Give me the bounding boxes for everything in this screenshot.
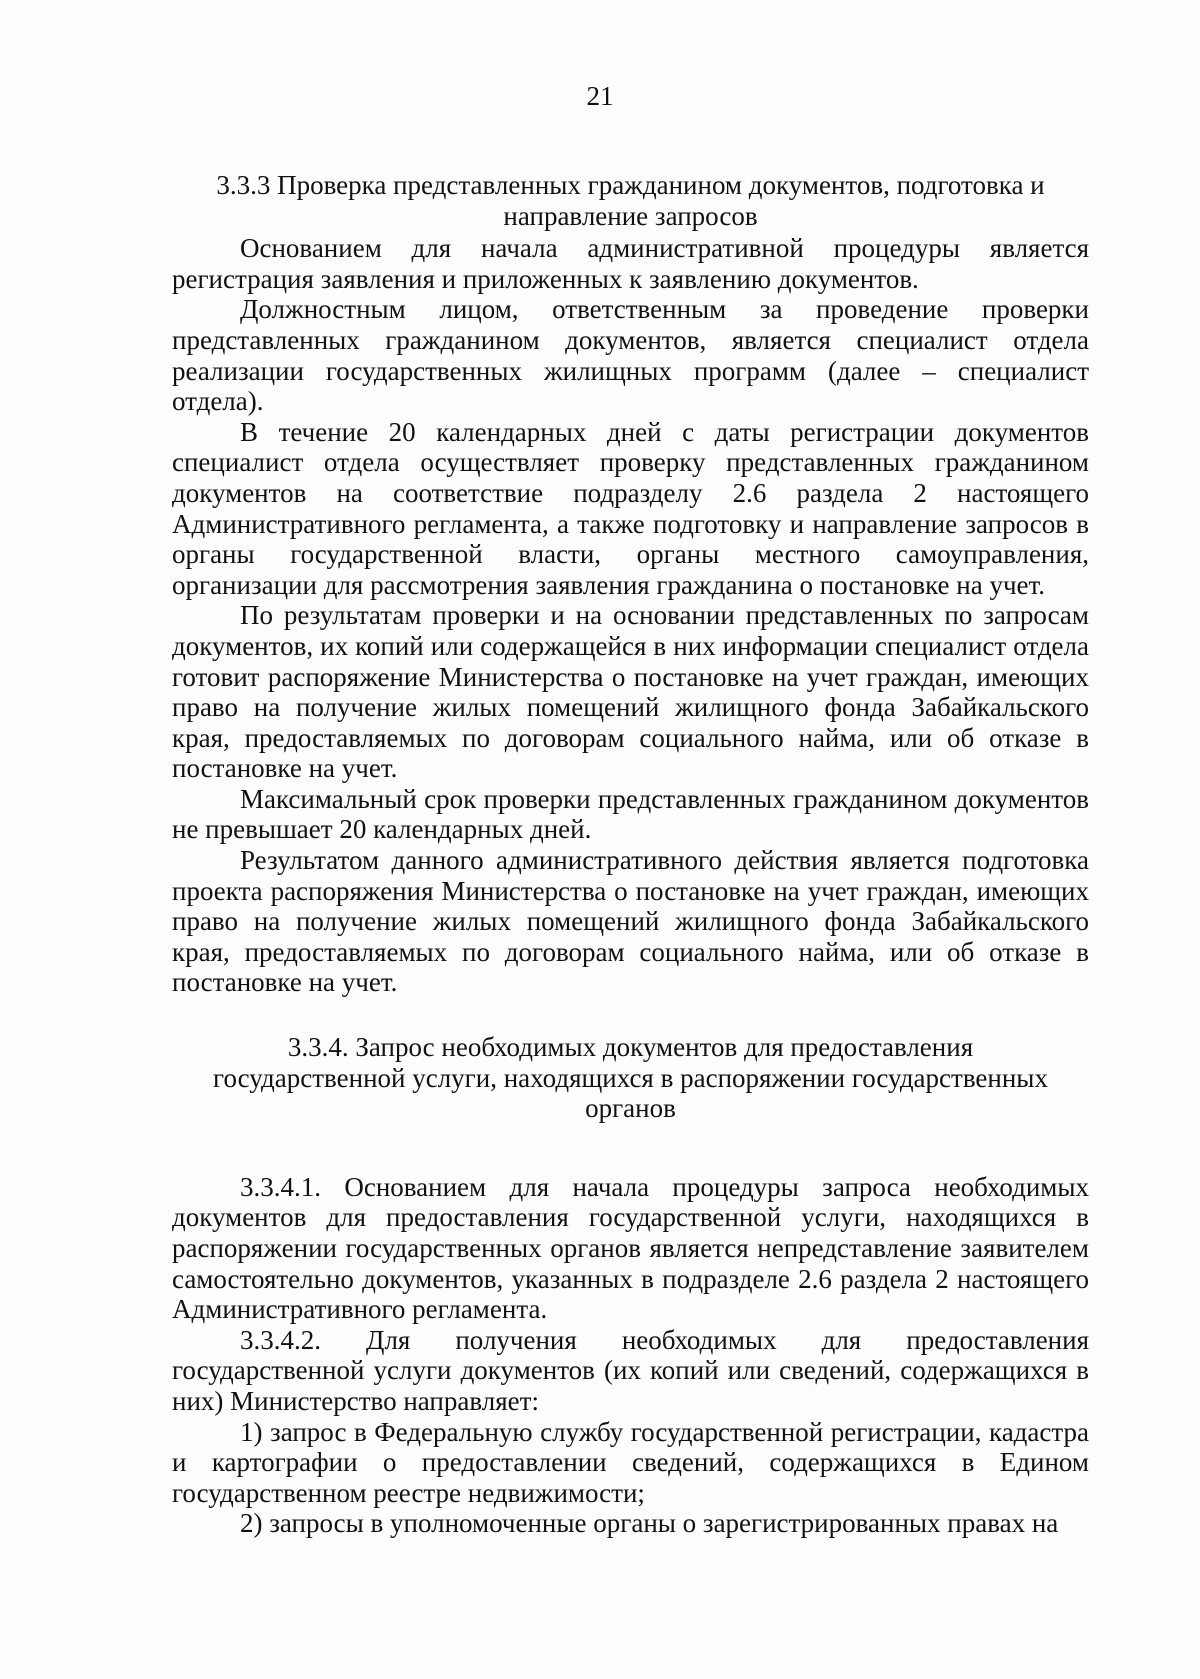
section-heading-3-3-4: 3.3.4. Запрос необходимых документов для предоставления государственной услуги, находящихся в распоряжении государственных органов [213,1032,1048,1124]
paragraph: 1) запрос в Федеральную службу государственной регистрации, кадастра и картографии о предоставлении сведений, содержащихся в Едином государственном реестре недвижимости; [172,1416,1089,1508]
document-body [172,170,1089,1539]
paragraph: 3.3.4.2. Для получения необходимых для предоставления государственной услуги документов (их копий или сведений, содержащихся в них) Министерство направляет: [172,1324,1089,1416]
paragraph: 2) запросы в уполномоченные органы о зарегистрированных правах на [240,1508,1059,1539]
section-heading-3-3-3: 3.3.3 Проверка представленных гражданином документов, подготовка и направление запросов [216,170,1045,231]
paragraph: Должностным лицом, ответственным за проведение проверки представленных гражданином документов, является специалист отдела реализации государственных жилищных программ (далее – специалист отдела). [172,294,1089,417]
page-number: 21 [586,81,614,111]
paragraph: Результатом данного административного действия является подготовка проекта распоряжения Министерства о постановке на учет граждан, имеющих право на получение жилых помещений жилищного фонда Забайкальского края, предоставляемых по договорам социального найма, или об отказе в постановке на учет. [172,845,1089,998]
paragraph: Основанием для начала административной процедуры является регистрация заявления и приложенных к заявлению документов. [172,233,1089,294]
paragraph: Максимальный срок проверки представленных гражданином документов не превышает 20 календарных дней. [172,783,1089,845]
paragraph: По результатам проверки и на основании представленных по запросам документов, их копий или содержащейся в них информации специалист отдела готовит распоряжение Министерства о постановке на учет граждан, имеющих право на получение жилых помещений жилищного фонда Забайкальского края, предоставляемых по договорам социального найма, или об отказе в постановке на учет. [172,600,1089,784]
paragraph: В течение 20 календарных дней с даты регистрации документов специалист отдела осуществляет проверку представленных гражданином документов на соответствие подразделу 2.6 раздела 2 настоящего Административного регламента, а также подготовку и направление запросов в органы государственной власти, органы местного самоуправления, организации для рассмотрения заявления гражданина о постановке на учет. [172,416,1089,600]
paragraph: 3.3.4.1. Основанием для начала процедуры запроса необходимых документов для предоставления государственной услуги, находящихся в распоряжении государственных органов является непредставление заявителем самостоятельно документов, указанных в подразделе 2.6 раздела 2 настоящего Административного регламента. [172,1171,1089,1325]
